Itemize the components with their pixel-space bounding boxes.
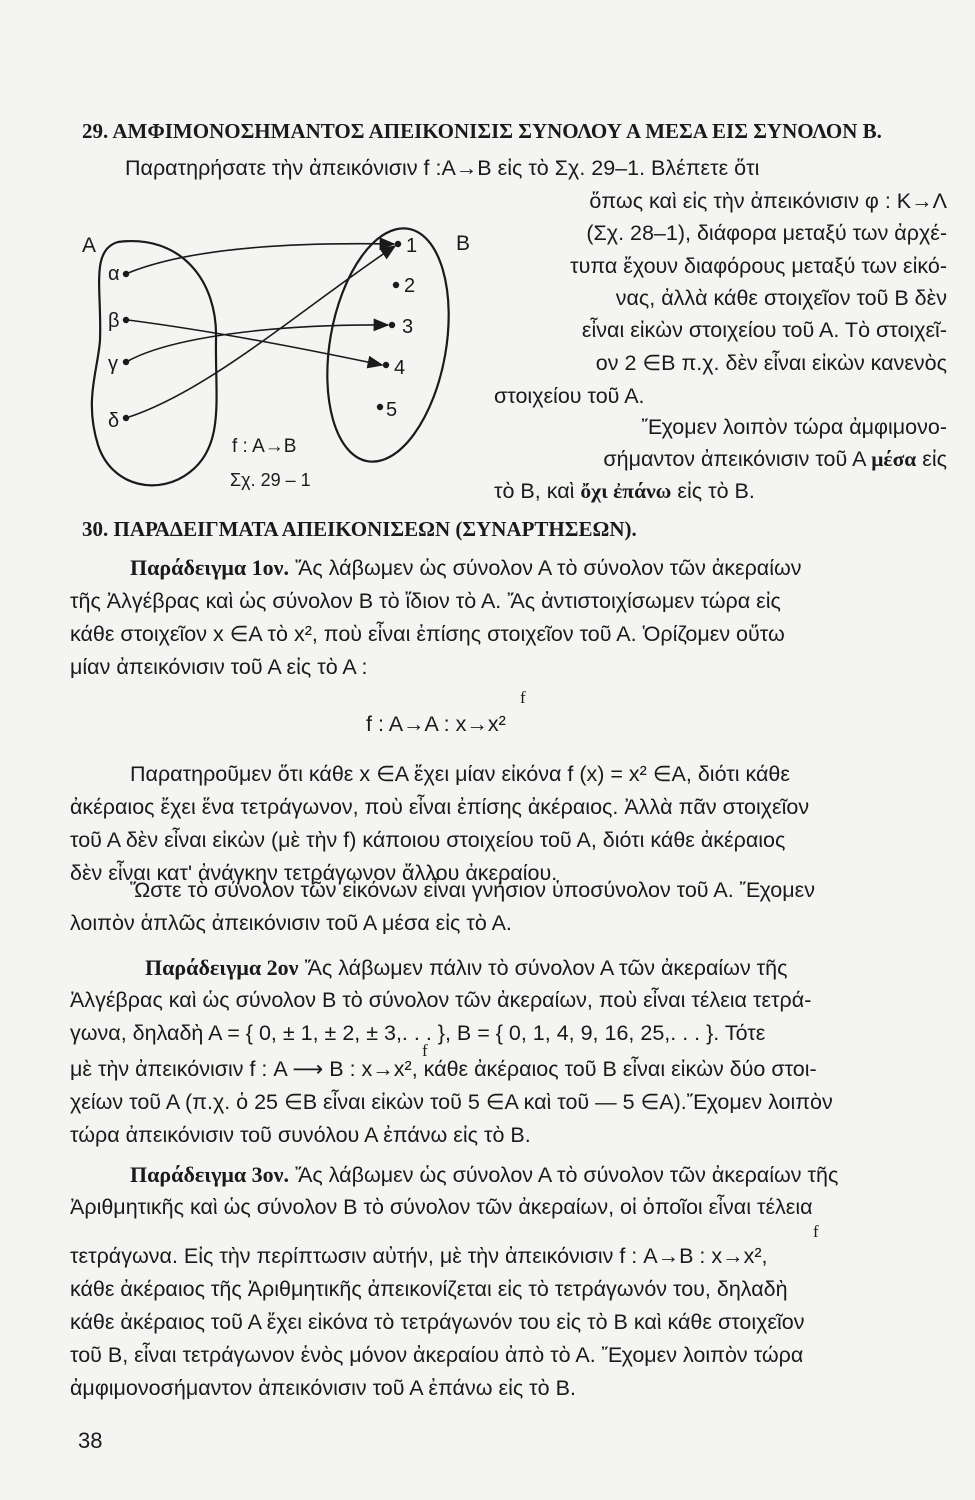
sec29-line-3: (Σχ. 28–1), διάφορα μεταξύ των ἀρχέ- — [586, 221, 947, 245]
elem-b1: 1 — [406, 235, 418, 257]
dot-alpha — [123, 271, 129, 277]
ex1-p3-line-1: Ὥστε τὸ σύνολον τῶν εἰκόνων εἶναι γνήσιον ὑποσύνολον τοῦ Α. Ἔχομεν — [130, 878, 815, 902]
sec29-line-10 — [603, 447, 947, 472]
sec29-line-8: στοιχείου τοῦ Α. — [494, 384, 645, 408]
emphasis-ochi-epano: ὄχι ἐπάνω — [580, 479, 672, 503]
ex3-line-4: κάθε ἀκέραιος τῆς Ἀριθμητικῆς ἀπεικονίζεται εἰς τὸ τετράγωνόν του, δηλαδὴ — [70, 1277, 788, 1301]
dot-b5 — [377, 404, 383, 410]
sec29-line-11-end: εἰς τὸ Β. — [677, 479, 755, 503]
elem-b3: 3 — [402, 316, 414, 338]
ex2-line-5: χείων τοῦ Α (π.χ. ὁ 25 ∈Β εἶναι εἰκὼν τοῦ 5 ∈Α καὶ τοῦ — 5 ∈Α).Ἔχομεν λοιπὸν — [70, 1090, 833, 1114]
dot-b2 — [393, 282, 399, 288]
dot-delta — [123, 415, 129, 421]
elem-alpha: α — [108, 263, 120, 285]
ex1-line-4: μίαν ἀπεικόνισιν τοῦ Α εἰς τὸ Α : — [70, 655, 368, 679]
sec29-line-1: Παρατηρήσατε τὴν ἀπεικόνισιν f :Α→Β εἰς τὸ Σχ. 29–1. Βλέπετε ὅτι — [125, 156, 760, 180]
ex2-line-3: γωνα, δηλαδὴ Α = { 0, ± 1, ± 2, ± 3,. . . }, Β = { 0, 1, 4, 9, 16, 25,. . . }. Τότε — [70, 1021, 766, 1045]
sec29-line-4: τυπα ἔχουν διαφόρους μεταξύ των εἰκό- — [570, 254, 947, 278]
sec29-line-11-text: τὸ Β, καὶ — [494, 479, 575, 503]
emphasis-mesa: μέσα — [871, 447, 917, 471]
ex1-p2-line-3: τοῦ Α δὲν εἶναι εἰκὼν (μὲ τὴν f) κάποιου στοιχείου τοῦ Α, διότι κάθε ἀκέραιος — [70, 828, 786, 852]
section-30-heading: 30. ΠΑΡΑΔΕΙΓΜΑΤΑ ΑΠΕΙΚΟΝΙΣΕΩΝ (ΣΥΝΑΡΤΗΣΕΩΝ). — [82, 517, 637, 541]
ex2-line-1-text: Ἄς λάβωμεν πάλιν τὸ σύνολον Α τῶν ἀκεραίων τῆς — [304, 956, 788, 980]
dot-b4 — [383, 362, 389, 368]
ex2-line-2: Ἀλγέβρας καὶ ὡς σύνολον Β τὸ σύνολον τῶν ἀκεραίων, ποὺ εἶναι τέλεια τετρά- — [70, 988, 812, 1012]
arrow-gamma-3 — [128, 325, 388, 361]
figure-29-1 — [70, 220, 480, 510]
dot-gamma — [123, 359, 129, 365]
ex1-label: Παράδειγμα 1ον. — [130, 555, 289, 580]
figure-mapping-label: f : A→B — [232, 436, 297, 457]
set-b-label: B — [456, 232, 471, 255]
ex1-formula-superscript: f — [520, 688, 526, 707]
ex1-p2-line-4: δὲν εἶναι κατ' ἀνάγκην τετράγωνον ἄλλου ἀκεραίου. — [70, 861, 558, 885]
elem-delta: δ — [108, 410, 120, 432]
elem-b5: 5 — [386, 399, 398, 421]
dot-b3 — [389, 322, 395, 328]
set-a-label: A — [82, 234, 97, 257]
dot-b1 — [395, 241, 401, 247]
sec29-line-11 — [494, 479, 755, 504]
sec29-line-2: ὅπως καὶ εἰς τὴν ἀπεικόνισιν φ : Κ→Λ — [589, 189, 947, 213]
ex3-line-1-text: Ἄς λάβωμεν ὡς σύνολον Α τὸ σύνολον τῶν ἀκεραίων τῆς — [294, 1163, 839, 1187]
ex1-line-1-text: Ἄς λάβωμεν ὡς σύνολον Α τὸ σύνολον τῶν ἀκεραίων — [294, 556, 802, 580]
set-b-boundary — [310, 220, 465, 471]
ex2-line-4: μὲ τὴν ἀπεικόνισιν f : Α ⟶ Β : x→x², κάθε ἀκέραιος τοῦ Β εἶναι εἰκὼν δύο στοι- — [70, 1057, 817, 1081]
sec29-line-10-end: εἰς — [922, 447, 947, 471]
ex1-p2-line-1: Παρατηροῦμεν ὅτι κάθε x ∈Α ἔχει μίαν εἰκόνα f (x) = x² ∈Α, διότι κάθε — [130, 762, 790, 786]
ex3-line-1 — [130, 1162, 838, 1188]
ex3-line-3: τετράγωνα. Εἰς τὴν περίπτωσιν αὐτήν, μὲ τὴν ἀπεικόνισιν f : Α→Β : x→x², — [70, 1244, 768, 1268]
sec29-line-10-text: σήμαντον ἀπεικόνισιν τοῦ Α — [603, 447, 866, 471]
sec29-line-9: Ἔχομεν λοιπὸν τώρα ἀμφιμονο- — [641, 415, 947, 439]
ex1-line-1 — [130, 555, 802, 581]
ex3-label: Παράδειγμα 3ον. — [130, 1162, 289, 1187]
ex3-line-5: κάθε ἀκέραιος τοῦ Α ἔχει εἰκόνα τὸ τετράγωνόν του εἰς τὸ Β καὶ κάθε στοιχεῖον — [70, 1310, 805, 1334]
ex3-line-7: ἀμφιμονοσήμαντον ἀπεικόνισιν τοῦ Α ἐπάνω εἰς τὸ Β. — [70, 1376, 576, 1400]
section-29-heading: 29. ΑΜΦΙΜΟΝΟΣΗΜΑΝΤΟΣ ΑΠΕΙΚΟΝΙΣΙΣ ΣΥΝΟΛΟΥ Α ΜΕΣΑ ΕΙΣ ΣΥΝΟΛΟΝ Β. — [82, 119, 882, 143]
elem-gamma: γ — [108, 353, 118, 375]
ex2-line-6: τώρα ἀπεικόνισιν τοῦ συνόλου Α ἐπάνω εἰς τὸ Β. — [70, 1123, 531, 1147]
elem-beta: β — [108, 310, 120, 332]
sec29-line-7: ον 2 ∈Β π.χ. δὲν εἶναι εἰκὼν κανενὸς — [595, 351, 947, 375]
elem-b4: 4 — [394, 357, 406, 379]
ex3-line-6: τοῦ Β, εἶναι τετράγωνον ἑνὸς μόνον ἀκεραίου ἀπὸ τὸ Α. Ἔχομεν λοιπὸν τώρα — [70, 1343, 804, 1367]
ex1-p2-line-2: ἀκέραιος ἔχει ἕνα τετράγωνον, ποὺ εἶναι ἐπίσης ἀκέραιος. Ἀλλὰ πᾶν στοιχεῖον — [70, 795, 810, 819]
arrow-beta-4 — [128, 320, 382, 365]
ex2-formula-superscript: f — [422, 1041, 428, 1060]
figure-caption: Σχ. 29 – 1 — [230, 470, 311, 490]
ex1-formula: f : A→A : x→x² — [366, 712, 506, 736]
elem-b2: 2 — [404, 275, 416, 297]
page-number: 38 — [78, 1428, 103, 1453]
ex2-line-1 — [145, 955, 788, 981]
ex3-formula-superscript: f — [813, 1222, 819, 1241]
sec29-line-5: νας, ἀλλὰ κάθε στοιχεῖον τοῦ Β δὲν — [615, 286, 947, 310]
arrow-delta-1 — [129, 246, 395, 417]
ex1-line-3: κάθε στοιχεῖον x ∈Α τὸ x², ποὺ εἶναι ἐπίσης στοιχεῖον τοῦ Α. Ὁρίζομεν οὕτω — [70, 622, 785, 646]
ex1-line-2: τῆς Ἀλγέβρας καὶ ὡς σύνολον Β τὸ ἴδιον τὸ Α. Ἄς ἀντιστοιχίσωμεν τώρα εἰς — [70, 589, 781, 613]
ex1-p3-line-2: λοιπὸν ἁπλῶς ἀπεικόνισιν τοῦ Α μέσα εἰς τὸ Α. — [70, 911, 512, 935]
ex2-label: Παράδειγμα 2ον — [145, 955, 299, 980]
sec29-line-6: εἶναι εἰκὼν στοιχείου τοῦ Α. Τὸ στοιχεῖ- — [581, 318, 947, 342]
ex3-line-2: Ἀριθμητικῆς καὶ ὡς σύνολον Β τὸ σύνολον τῶν ἀκεραίων, οἱ ὁποῖοι εἶναι τέλεια — [70, 1195, 813, 1219]
